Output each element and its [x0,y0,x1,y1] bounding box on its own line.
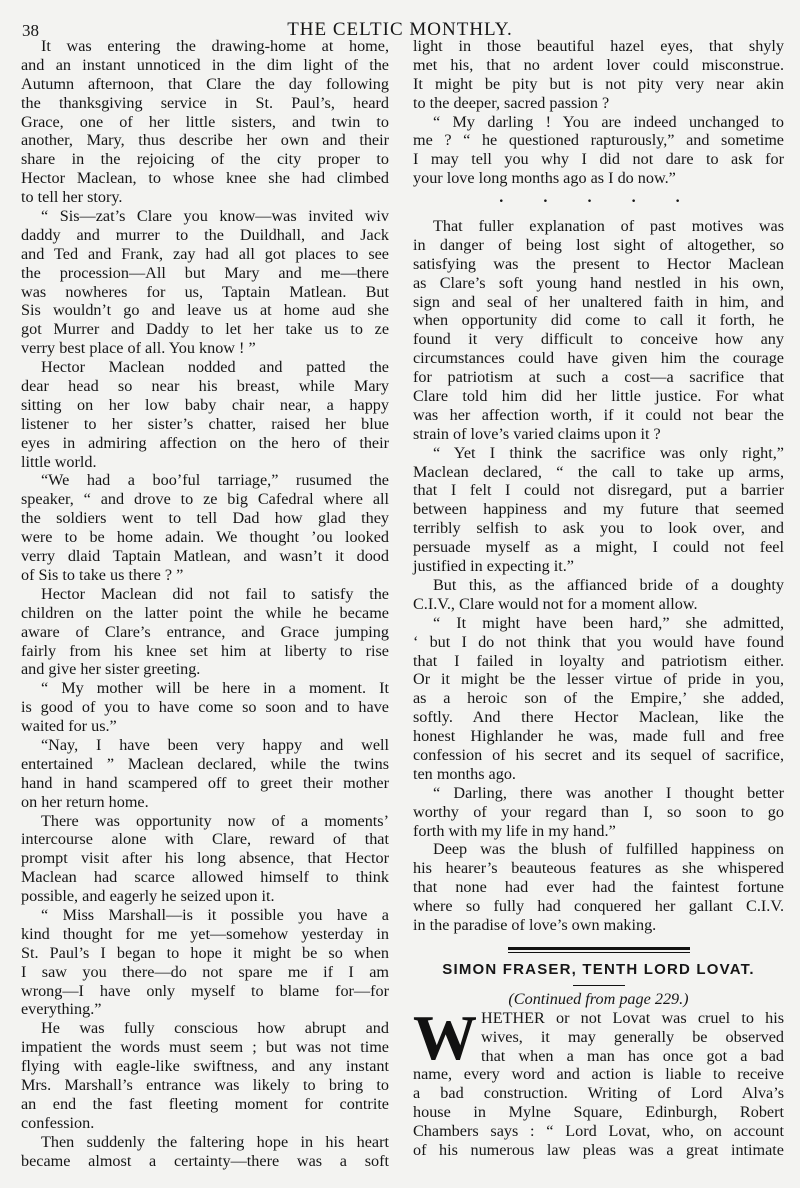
text-line: “Nay, I have been very happy and well [41,735,389,754]
text-line: became almost a certainty—there was a soft [21,1151,389,1170]
text-line: softly. And there Hector Maclean, like the [413,708,784,727]
text-line: the soldiers went to tell Dad how glad they [21,509,389,528]
text-line: is good of you to have come so soon and to have [21,698,389,717]
text-line: Hector Maclean nodded and patted the [41,358,389,377]
text-line: house in Mylne Square, Edinburgh, Robert [413,1103,784,1122]
paragraph [413,614,784,784]
text-line: name, every word and action is liable to receive [413,1065,784,1084]
text-line: strain of love’s varied claims upon it ? [413,424,661,443]
text-line: verry best place of all. You know ! ” [21,339,256,358]
text-line: “ My darling ! You are indeed unchanged to [433,112,784,131]
text-line: his hearer’s beauteous features as she whispered [413,859,784,878]
text-line: That fuller explanation of past motives was [433,217,784,236]
text-line: prompt visit after his long absence, that Hector [21,849,389,868]
text-line: where so fully had conquered her gallant C.I.V. [413,897,784,916]
text-line: sitting on her low baby chair near, a happy [21,395,389,414]
text-line: waited for us.” [21,717,117,736]
text-line: on her return home. [21,792,149,811]
text-line: honest Highlander he was, made full and free [413,727,784,746]
text-line: that when a man has once got a bad [481,1046,784,1065]
text-line: sign and seal of her unaltered faith in him, and [413,292,784,311]
text-line: Grace, one of her little sisters, and twin to [21,112,389,131]
paragraph [21,679,389,736]
text-line: of Sis to take us there ? ” [21,565,184,584]
text-line: confession. [21,1113,95,1132]
text-line: circumstances could have given him the courage [413,349,784,368]
text-line: your love long months ago as I do now.” [413,169,676,188]
text-line: Or it might be the lesser virtue of pride in you, [413,670,784,689]
paragraph [21,1019,389,1132]
text-line: found it very difficult to conceive how any [413,330,784,349]
article-body [413,1001,784,1160]
text-line: flying with eagle-like swiftness, and any instant [21,1057,389,1076]
text-line: light in those beautiful hazel eyes, that shyly [413,37,784,55]
text-line: HETHER or not Lovat was cruel to his [481,1008,784,1027]
page-number: 38 [22,21,39,40]
continued-note: (Continued from page 229.) [508,989,689,1008]
paragraph [21,37,389,207]
text-line: when opportunity did come to call it forth, he [413,311,784,330]
text-line: “ Sis—zat’s Clare you know—was invited wiv [41,207,389,226]
text-line: intercourse alone with Clare, reward of that [21,830,389,849]
text-line: “We had a boo’ful tarriage,” rusumed the [41,471,389,490]
paragraph [21,207,389,358]
text-line: I may tell you why I did not dare to ask for [413,150,784,169]
text-line: Clare told him did her little justice. For what [413,387,784,406]
text-line: for patriotism at such a cost—a sacrifice that [413,368,784,387]
text-line: Deep was the blush of fulfilled happiness on [433,840,784,859]
text-line: little world. [21,452,97,471]
article-heading: SIMON FRASER, TENTH LORD LOVAT. [442,960,755,978]
text-line: impatient the words must seem ; but was not time [21,1038,389,1057]
paragraph [21,585,389,679]
text-line: daddy and murrer to the Duildhall, and Jack [21,225,389,244]
text-line: “ Miss Marshall—is it possible you have a [41,905,389,924]
text-line: another, Mary, thus describe her own and their [21,131,389,150]
text-line: Then suddenly the faltering hope in his heart [41,1132,389,1151]
text-line: everything.” [21,1000,102,1019]
text-line: listener to her sister’s chatter, raised her blue [21,414,389,433]
text-line: to tell her story. [21,188,123,207]
text-line: to the deeper, sacred passion ? [413,93,610,112]
text-line: verry dlaid Taptain Matlean, and wasn’t it dood [21,547,389,566]
text-line: that I failed in loyalty and patriotism either. [413,651,784,670]
text-line: Maclean declared, “ the call to take up arms, [413,462,784,481]
paragraph [21,736,389,812]
story-continuation-b [413,217,784,935]
paragraph [413,576,784,614]
text-line: wrong—I have only myself to blame for—for [21,981,389,1000]
text-line: met his, that no ardent lover could misconstrue. [413,55,784,74]
text-line: and an instant unnoticed in the dim light of the [21,55,389,74]
text-line: satisfying was the present to Hector Maclean [413,254,784,273]
text-line: ten months ago. [413,764,516,783]
text-line: justified in expecting it.” [413,557,574,576]
paragraph [21,358,389,471]
text-line: and give her sister greeting. [21,660,201,679]
paragraph [413,217,784,444]
text-line: the thanksgiving service in St. Paul’s, heard [21,93,389,112]
text-line: in danger of being lost sight of altogether, so [413,235,784,254]
text-line: fairly from his knee set him at liberty to rise [21,641,389,660]
text-line: entertained ” Maclean declared, while the twins [21,754,389,773]
text-line: was nowheres for us, Taptain Matlean. But [21,282,389,301]
paragraph [21,906,389,1019]
text-line: Maclean had scarce allowed himself to think [21,868,389,887]
text-line: aware of Clare’s entrance, and Grace jumping [21,622,389,641]
text-line: possible, and eagerly he seized upon it. [21,887,275,906]
text-line: “ My mother will be here in a moment. It [41,679,389,698]
text-line: St. Paul’s I began to hope it might be so when [21,943,389,962]
text-line: was her affection worth, if it could not bear the [413,405,784,424]
text-line: as a heroic son of the Empire,’ she added, [413,689,784,708]
story-continuation-a [413,37,784,188]
text-line: “ Darling, there was another I thought better [433,783,784,802]
text-line: as Clare’s soft young hand nestled in his own, [413,273,784,292]
text-line: that none had ever had the faintest fortune [413,878,784,897]
text-line: forth with my life in my hand.” [413,821,616,840]
text-line: There was opportunity now of a moments’ [41,811,389,830]
text-line: got Murrer and Daddy to let her take us to ze [21,320,389,339]
right-column [413,37,784,1160]
paragraph [413,444,784,576]
text-line: the procession—All but Mary and me—there [21,263,389,282]
text-line: that I felt I could not disregard, put a barrier [413,481,784,500]
text-line: share in the rejoicing of the city proper to [21,150,389,169]
text-line: of his numerous law pleas was a great intimate [413,1141,784,1159]
text-line: “ Yet I think the sacrifice was only right,” [433,443,784,462]
text-line: hand in hand scampered off to greet their mother [21,773,389,792]
text-line: Hector Maclean did not fail to satisfy the [41,584,389,603]
running-title: THE CELTIC MONTHLY. [287,19,513,40]
text-line: eyes in admiring affection on the hero of their [21,433,389,452]
text-line: Autumn afternoon, that Clare the day following [21,74,389,93]
text-line: It might be pity but is not pity very near akin [413,74,784,93]
text-line: between happiness and my future that seemed [413,500,784,519]
text-line: worthy of your regard than I, so soon to go [413,802,784,821]
text-line: But this, as the affianced bride of a doughty [433,575,784,594]
text-line: ‘ but I do not think that you would have found [413,632,784,651]
text-line: I saw you there—do not spare me if I am [21,962,389,981]
double-rule-divider [508,947,690,953]
text-line: Hector Maclean, to whose knee she had climbed [21,169,389,188]
text-line: kind thought for me yet—somehow yesterday in [21,924,389,943]
text-line: Mrs. Marshall’s entrance was likely to bring to [21,1075,389,1094]
text-line: “ It might have been hard,” she admitted, [433,613,784,632]
text-line: in the paradise of love’s own making. [413,915,657,934]
text-line: persuade myself as a might, I could not feel [413,538,784,557]
ornamental-drop-cap: W ✿ [413,1011,475,1065]
left-column [21,37,389,1170]
text-line: It was entering the drawing-home at home, [41,37,389,55]
short-rule-divider [573,985,625,986]
text-line: C.I.V., Clare would not for a moment allow. [413,594,698,613]
text-line: Sis wouldn’t go and leave us at home aud she [21,301,389,320]
text-line: a bad construction. Writing of Lord Alva’s [413,1084,784,1103]
text-line: confession of his secret and its sequel of sacrifice, [413,745,784,764]
paragraph [21,471,389,584]
section-break-dots: . . . . . [499,188,698,207]
text-line: Chambers says : “ Lord Lovat, who, on account [413,1122,784,1141]
text-line: children on the latter point the while he became [21,603,389,622]
paragraph [413,37,784,113]
paragraph [21,812,389,906]
paragraph [413,784,784,841]
text-line: terribly selfish to ask you to look over, and [413,519,784,538]
text-line: wives, it may generally be observed [481,1027,784,1046]
text-line: He was fully conscious how abrupt and [41,1019,389,1038]
paragraph [413,840,784,934]
text-line: and Ted and Frank, zay had all got places to see [21,244,389,263]
text-line: me ? “ he questioned rapturously,” and sometime [413,131,784,150]
paragraph [413,113,784,189]
text-line: speaker, “ and drove to ze big Cafedral where all [21,490,389,509]
paragraph [21,1133,389,1171]
text-line: were to be home adain. We thought ’ou looked [21,528,389,547]
text-line: dear head so near his breast, while Mary [21,377,389,396]
text-line: an end the fast fleeting moment for contrite [21,1094,389,1113]
